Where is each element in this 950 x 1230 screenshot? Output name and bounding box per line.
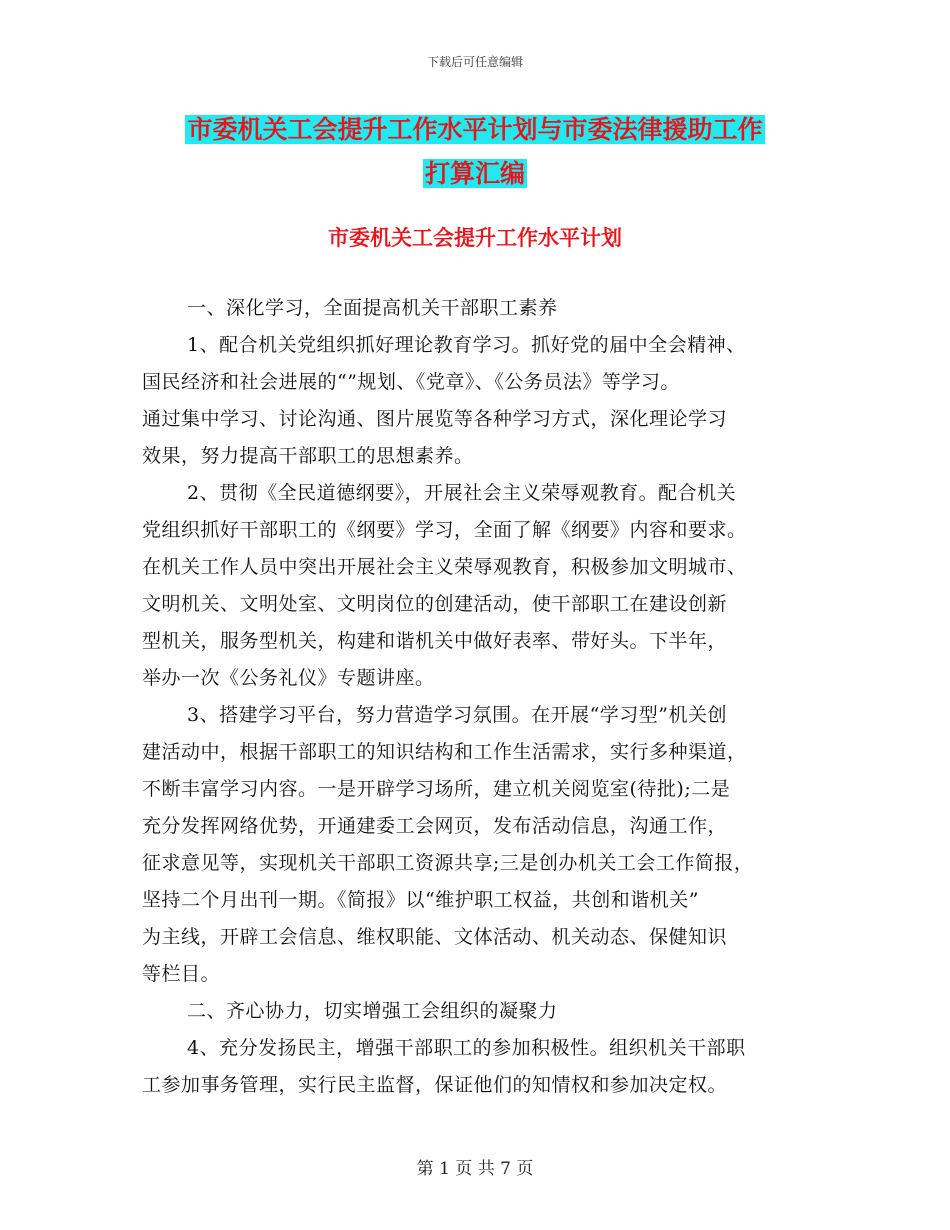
body-line: 3、搭建学习平台，努力营造学习氛围。在开展“学习型”机关创 (187, 704, 728, 726)
body-line: 不断丰富学习内容。一是开辟学习场所，建立机关阅览室(待批);二是 (142, 778, 731, 800)
body-line: 1、配合机关党组织抓好理论教育学习。抓好党的届中全会精神、 (187, 334, 746, 356)
body-line: 建活动中，根据干部职工的知识结构和工作生活需求，实行多种渠道， (142, 741, 747, 763)
body-line: 效果，努力提高干部职工的思想素养。 (142, 445, 474, 467)
body-line: 2、贯彻《全民道德纲要》，开展社会主义荣辱观教育。配合机关 (187, 482, 737, 504)
body-line: 等栏目。 (142, 963, 221, 985)
body-line: 党组织抓好干部职工的《纲要》学习，全面了解《纲要》内容和要求。 (142, 519, 747, 541)
body-line: 一、深化学习，全面提高机关干部职工素养 (187, 297, 558, 319)
body-line: 型机关，服务型机关，构建和谐机关中做好表率、带好头。下半年， (142, 630, 728, 652)
document-title-line-1 (0, 112, 950, 148)
document-title-line-2-text: 打算汇编 (424, 159, 525, 188)
body-line: 工参加事务管理，实行民主监督，保证他们的知情权和参加决定权。 (142, 1074, 728, 1096)
body-line: 为主线，开辟工会信息、维权职能、文体活动、机关动态、保健知识 (142, 926, 728, 948)
body-line: 充分发挥网络优势，开通建委工会网页，发布活动信息，沟通工作， (142, 815, 728, 837)
body-line: 征求意见等，实现机关干部职工资源共享;三是创办机关工会工作简报， (142, 852, 754, 874)
body-line: 坚持二个月出刊一期。《简报》以“维护职工权益，共创和谐机关” (142, 889, 699, 911)
body-line: 在机关工作人员中突出开展社会主义荣辱观教育，积极参加文明城市、 (142, 556, 747, 578)
section-title: 市委机关工会提升工作水平计划 (328, 226, 622, 250)
body-line: 文明机关、文明处室、文明岗位的创建活动，使干部职工在建设创新 (142, 593, 728, 615)
body-line: 举办一次《公务礼仪》专题讲座。 (142, 667, 435, 689)
body-line: 4、充分发扬民主，增强干部职工的参加积极性。组织机关干部职 (187, 1037, 746, 1059)
document-title-line-1-text: 市委机关工会提升工作水平计划与市委法律援助工作 (187, 115, 763, 144)
document-body (142, 290, 822, 1104)
body-line: 国民经济和社会进展的“”规划、《党章》、《公务员法》等学习。 (142, 371, 680, 393)
page-footer: 第 1 页 共 7 页 (416, 1159, 534, 1179)
document-title-line-2 (0, 156, 950, 192)
body-line: 二、齐心协力，切实增强工会组织的凝聚力 (187, 1000, 558, 1022)
body-line: 通过集中学习、讨论沟通、图片展览等各种学习方式，深化理论学习 (142, 408, 728, 430)
header-note: 下载后可任意编辑 (426, 55, 523, 69)
